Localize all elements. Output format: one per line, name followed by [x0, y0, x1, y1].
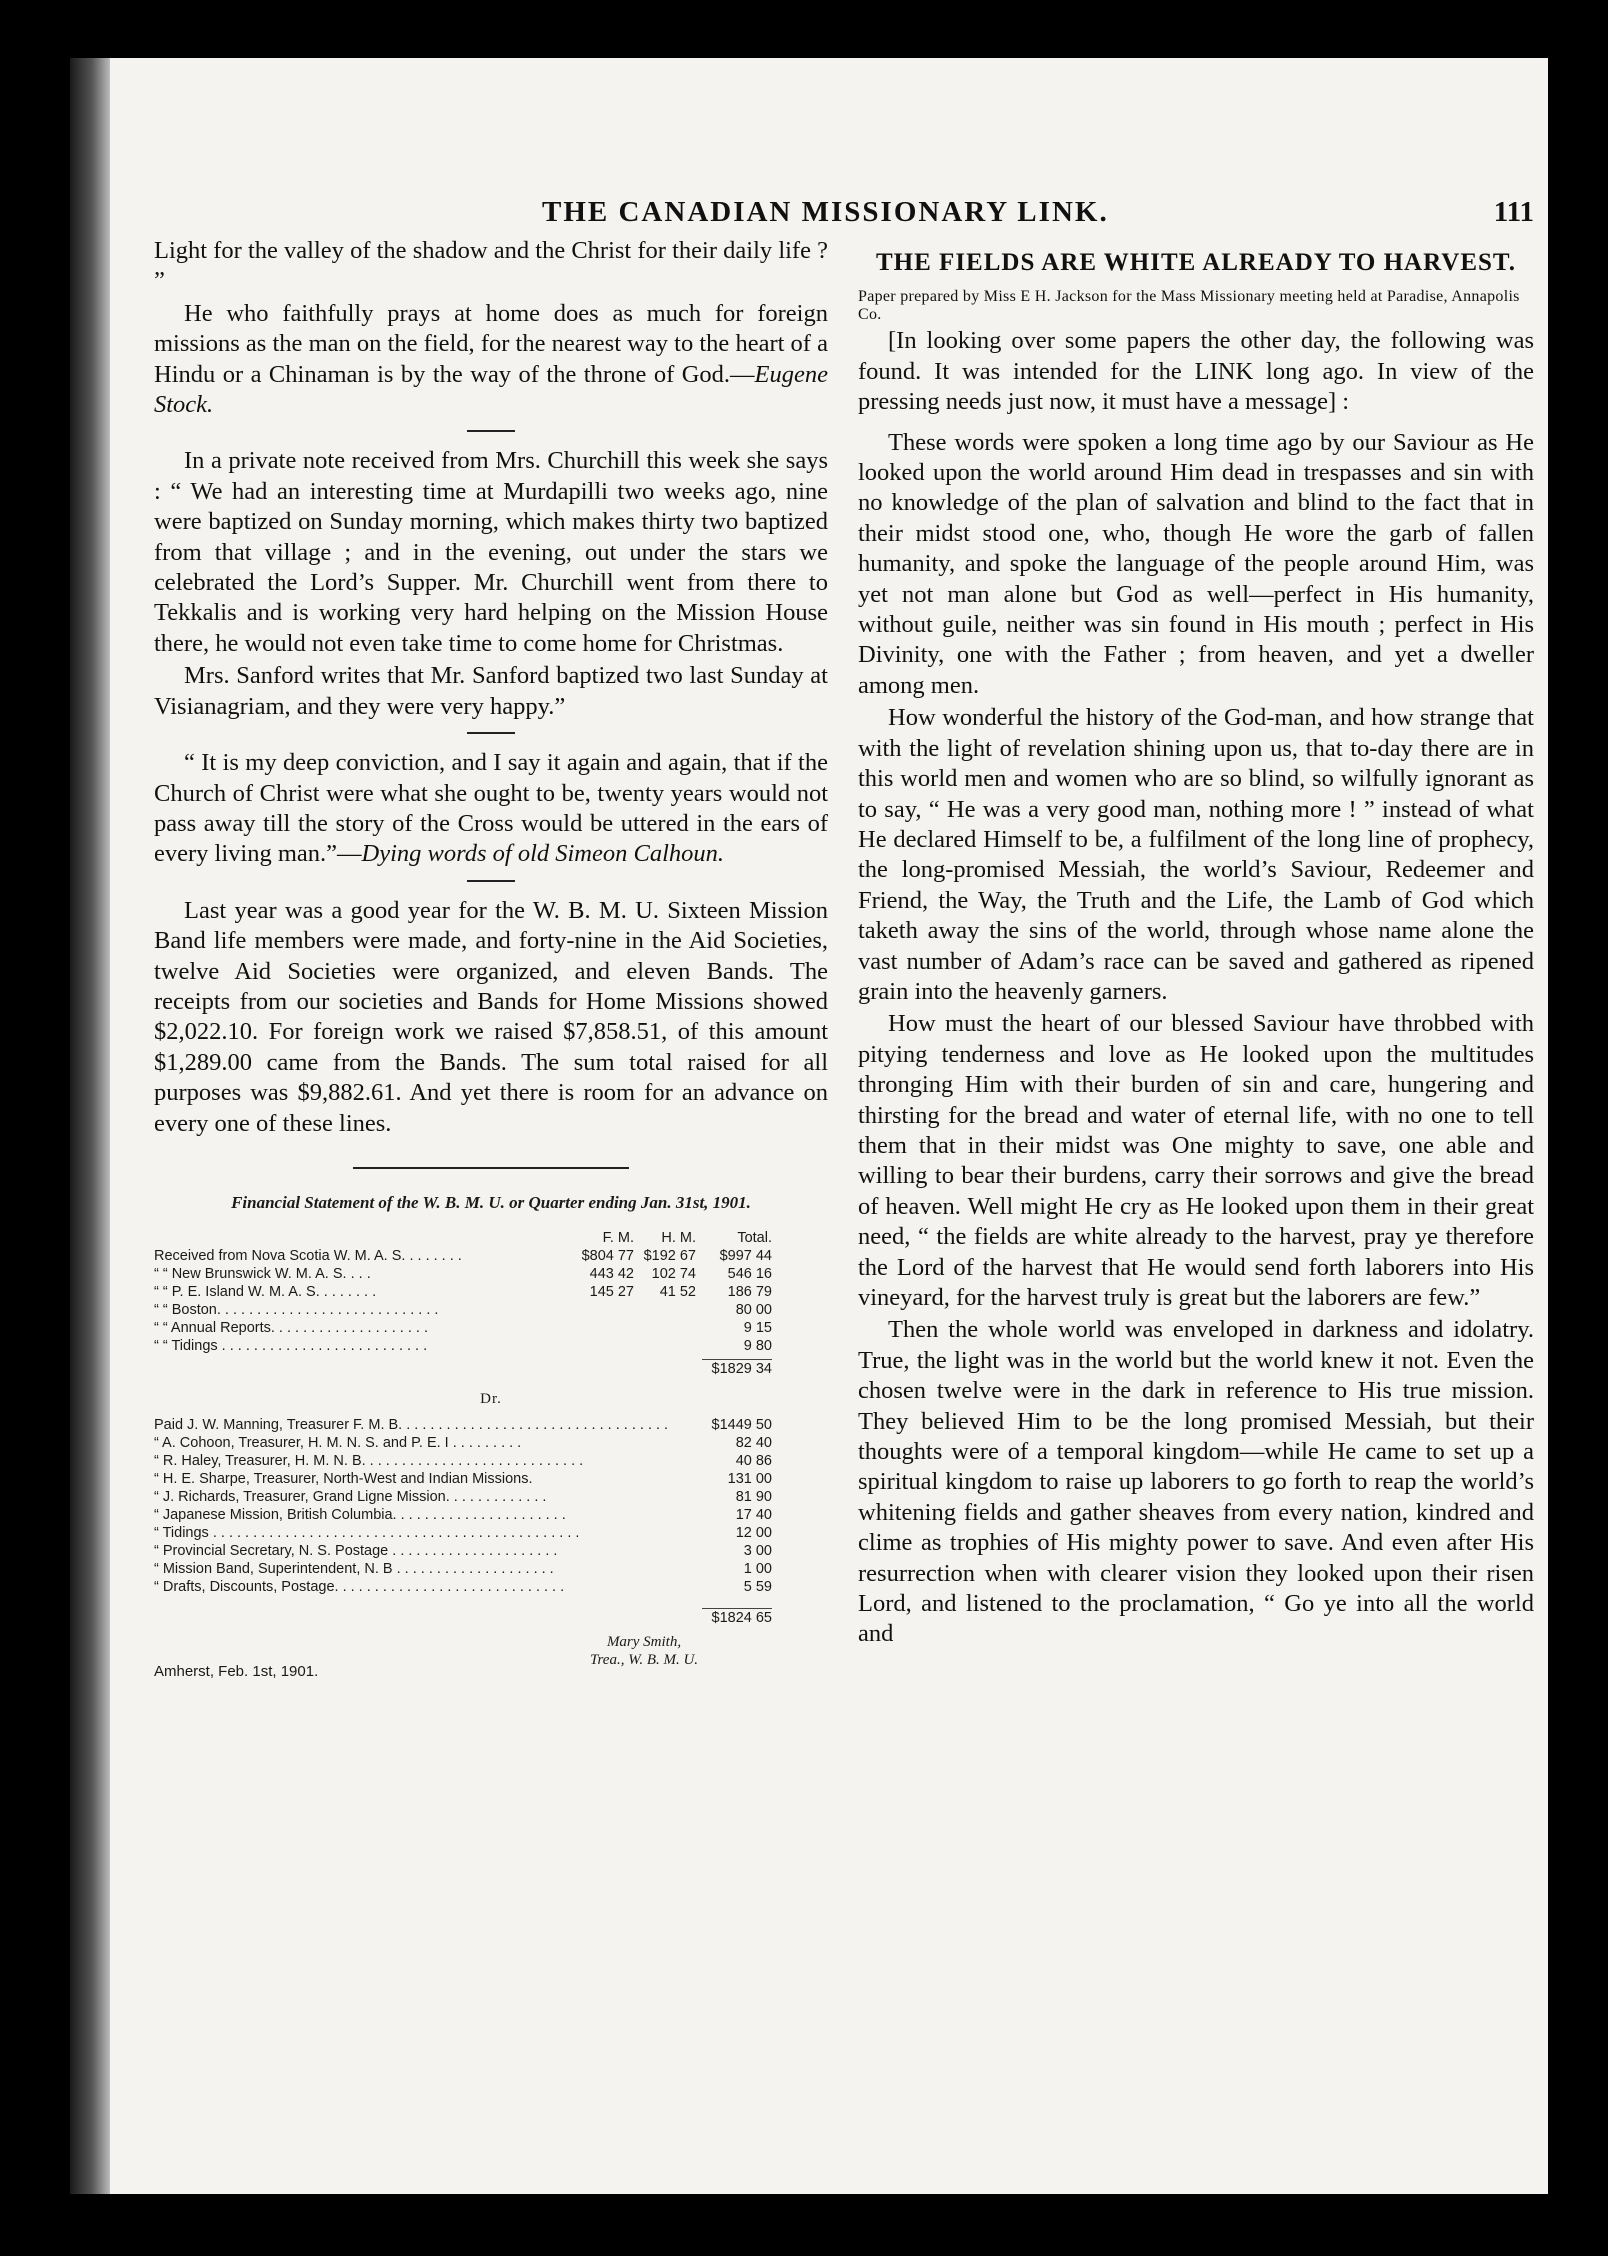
paid-rows — [154, 1416, 828, 1596]
quote-author: Eugene Stock. — [154, 360, 828, 419]
paragraph: These words were spoken a long time ago by our Saviour as He looked upon the world around Him dead in trespasses and sin with no knowledge of the plan of salvation and blind to the fact that in their midst stood one, who, though He wore the garb of fallen humanity, and spoke the language of the people around Him, was yet not man alone but God as well—perfect in His humanity, without guile, neither was sin found in His mouth ; perfect in His Divinity, one with the Father ; from heaven, and yet a dweller among men. — [858, 428, 1534, 699]
table-row: “ Provincial Secretary, N. S. Postage . . . . . . . . . . . . . . . . . . . . . 3 00 — [154, 1542, 772, 1559]
table-row: “ “ Tidings . . . . . . . . . . . . . . . . . . . . . . . . . . 9 80 — [154, 1337, 772, 1354]
table-row: “ Mission Band, Superintendent, N. B . . . . . . . . . . . . . . . . . . . . 1 00 — [154, 1560, 772, 1577]
signer-title: Trea., W. B. M. U. — [590, 1651, 699, 1668]
right-column — [858, 248, 1534, 1652]
binding-gutter — [70, 58, 110, 2194]
paragraph-text: “ It is my deep conviction, and I say it again and again, that if the Church of Christ were what she ought to be, twenty years would not pass away till the story of the Cross would be uttered in the ears of every living man.”— — [154, 749, 828, 868]
paragraph-text: He who faithfully prays at home does as much for foreign missions as the man on the field, for the nearest way to the heart of a Hindu or a Chinaman is by the way of the throne of God.— — [154, 299, 828, 388]
received-total-row — [154, 1360, 828, 1378]
financial-statement-title: Financial Statement of the W. B. M. U. or Quarter ending Jan. 31st, 1901. — [231, 1192, 751, 1212]
signature-block — [154, 1633, 828, 1693]
table-row: Received from Nova Scotia W. M. A. S. . . . . . . . $804 77 $192 67 $997 44 — [154, 1247, 772, 1264]
paragraph: In a private note received from Mrs. Churchill this week she says : “ We had an interesting time at Murdapilli two weeks ago, nine were baptized on Sunday morning, which makes thirty two baptized from that village ; and in the evening, out under the stars we celebrated the Lord’s Supper. Mr. Churchill went from there to Tekkalis and is working very hard helping on the Mission House there, he would not even take time to come home for Christmas. — [154, 447, 828, 657]
article-title: THE FIELDS ARE WHITE ALREADY TO HARVEST. — [876, 249, 1516, 276]
place-date: Amherst, Feb. 1st, 1901. — [154, 1662, 319, 1680]
table-row: “ J. Richards, Treasurer, Grand Ligne Mission. . . . . . . . . . . . . 81 90 — [154, 1488, 772, 1505]
scanned-page — [70, 58, 1548, 2194]
signer — [590, 1633, 698, 1669]
table-row: “ H. E. Sharpe, Treasurer, North-West and Indian Missions. 131 00 — [154, 1470, 772, 1487]
byline: Paper prepared by Miss E H. Jackson for the Mass Missionary meeting held at Paradise, Annapolis Co. — [858, 288, 1520, 324]
received-total: $1829 34 — [711, 1360, 772, 1377]
divider — [467, 430, 515, 432]
left-column — [154, 236, 828, 1693]
page-header — [70, 196, 1548, 236]
table-row: “ A. Cohoon, Treasurer, H. M. N. S. and P. E. I . . . . . . . . . 82 40 — [154, 1434, 772, 1451]
table-row: “ Drafts, Discounts, Postage. . . . . . . . . . . . . . . . . . . . . . . . . . . . . 5 59 — [154, 1578, 772, 1595]
divider — [467, 880, 515, 882]
paragraph: How wonderful the history of the God-man, and how strange that with the light of revelation shining upon us, that to-day there are in this world men and women who are so blind, so wilfully ignorant as to say, “ He was a very good man, nothing more ! ” instead of what He declared Himself to be, a fulfilment of the long line of prophecy, the long-promised Messiah, the world’s Saviour, Redeemer and Friend, the Way, the Truth and the Life, the Lamb of God which taketh away the sins of the world, through whose name alone the vast number of Adam’s race can be saved and gathered as ripened grain into the heavenly garners. — [858, 704, 1534, 1005]
paid-total: $1824 65 — [711, 1609, 772, 1626]
paid-total-row — [154, 1609, 828, 1627]
paragraph: Then the whole world was enveloped in darkness and idolatry. True, the light was in the world but the world knew it not. Even the chosen twelve were in the dark in reference to His true mission. They believed Him to be the long promised Messiah, but their thoughts were of a temporal kingdom—while He came to set up a spiritual kingdom to raise up laborers to go forth to reap the world’s whitening fields and gather sheaves from every nation, kindred and clime as trophies of His mighty power to save. And even after His resurrection when with clearer vision they looked upon their risen Lord, and listened to the proclamation, “ Go ye into all the world and — [858, 1316, 1534, 1648]
paragraph — [154, 748, 828, 870]
paragraph: How must the heart of our blessed Saviour have throbbed with pitying tenderness and love as He looked upon the multitudes thronging Him with their burden of sin and care, hungering and thirsting for the bread and water of eternal life, with no one to tell them that in their midst was One mighty to save, one able and willing to bear their burdens, carry their sorrows and give the bread of heaven. Well might He cry as He looked upon them in their great need, “ the fields are white already to the harvest, pray ye therefore the Lord of the harvest that He would send forth laborers into His vineyard, for the harvest truly is great but the laborers are few.” — [858, 1010, 1534, 1311]
column-header: H. M. — [661, 1229, 696, 1246]
paragraph: [In looking over some papers the other day, the following was found. It was intended for the LINK long ago. In view of the pressing needs just now, it must have a message] : — [858, 327, 1534, 416]
financial-column-headers — [154, 1229, 828, 1247]
table-row: “ “ Boston. . . . . . . . . . . . . . . . . . . . . . . . . . . . 80 00 — [154, 1301, 772, 1318]
paragraph: Light for the valley of the shadow and the Christ for their daily life ? ” — [154, 237, 828, 295]
table-row: “ “ Annual Reports. . . . . . . . . . . . . . . . . . . . 9 15 — [154, 1319, 772, 1336]
divider — [353, 1167, 629, 1169]
table-row: “ Japanese Mission, British Columbia. . . . . . . . . . . . . . . . . . . . . . 17 40 — [154, 1506, 772, 1523]
table-row: “ Tidings . . . . . . . . . . . . . . . . . . . . . . . . . . . . . . . . . . . . . . . . . . . . . . 12 00 — [154, 1524, 772, 1541]
column-header: F. M. — [602, 1229, 634, 1246]
table-row: “ R. Haley, Treasurer, H. M. N. B. . . . . . . . . . . . . . . . . . . . . . . . . . . . 40 86 — [154, 1452, 772, 1469]
financial-statement — [154, 1193, 828, 1693]
table-row: “ “ New Brunswick W. M. A. S. . . . 443 42 102 74 546 16 — [154, 1265, 772, 1282]
dr-label: Dr. — [480, 1390, 502, 1407]
quote-author: Dying words of old Simeon Calhoun. — [361, 840, 725, 868]
table-row: Paid J. W. Manning, Treasurer F. M. B. . . . . . . . . . . . . . . . . . . . . . . . . . . . . . . . . . $1449 50 — [154, 1416, 772, 1433]
paragraph: Mrs. Sanford writes that Mr. Sanford baptized two last Sunday at Visianagriam, and they were very happy.” — [154, 662, 828, 720]
page-number: 111 — [1493, 196, 1534, 228]
divider — [467, 732, 515, 734]
signer-name: Mary Smith, — [606, 1633, 682, 1650]
received-rows — [154, 1247, 828, 1355]
paragraph: Last year was a good year for the W. B. M. U. Sixteen Mission Band life members were made, and forty-nine in the Aid Societies, twelve Aid Societies were organized, and eleven Bands. The receipts from our societies and Bands for Home Missions showed $2,022.10. For foreign work we raised $7,858.51, of this amount $1,289.00 came from the Bands. The sum total raised for all purposes was $9,882.61. And yet there is room for an advance on every one of these lines. — [154, 896, 828, 1137]
column-header: Total. — [737, 1229, 772, 1246]
paragraph — [154, 299, 828, 421]
running-title: THE CANADIAN MISSIONARY LINK. — [542, 196, 1109, 228]
table-row: “ “ P. E. Island W. M. A. S. . . . . . . . 145 27 41 52 186 79 — [154, 1283, 772, 1300]
